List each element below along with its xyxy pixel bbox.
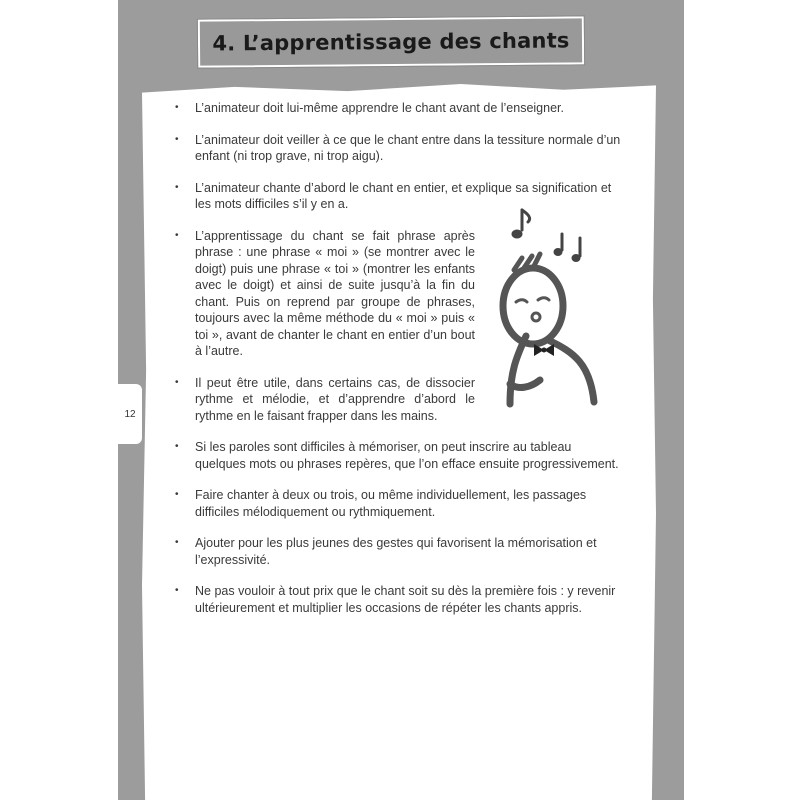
list-item-text: L’animateur doit lui-même apprendre le chant avant de l’enseigner.: [195, 101, 564, 115]
list-item-text: Ne pas vouloir à tout prix que le chant soit su dès la première fois : y revenir ultérieurement et multiplier les occasions de répéter les chants appris.: [195, 584, 616, 615]
bullet-icon: •: [175, 102, 179, 113]
bullet-icon: •: [175, 133, 179, 145]
character-icon: [503, 254, 594, 404]
list-item: [175, 100, 625, 117]
list-item-text: L’animateur chante d’abord le chant en entier, et explique sa signification et les mots difficiles s’il y en a.: [195, 180, 612, 211]
list-item-text: Si les paroles sont difficiles à mémoriser, on peut inscrire au tableau quelques mots ou phrases repères, que l’on efface ensuite progressivement.: [195, 440, 619, 471]
list-item-text: Faire chanter à deux ou trois, ou même individuellement, les passages difficiles mélodiquement ou rythmiquement.: [195, 488, 587, 519]
bullet-icon: •: [175, 181, 179, 193]
list-item: [175, 487, 625, 520]
bullet-icon: •: [175, 489, 179, 500]
list-item-text: Il peut être utile, dans certains cas, de dissocier rythme et mélodie, et d’apprendre d’abord le rythme en le faisant frapper dans les mains.: [195, 375, 475, 423]
bullet-icon: •: [175, 229, 179, 241]
page-number: 12: [124, 408, 136, 420]
list-item: [175, 535, 625, 568]
music-notes-icon: [512, 210, 580, 262]
list-item: [175, 132, 625, 165]
bullet-icon: •: [175, 376, 179, 388]
singing-character-illustration: [470, 204, 620, 434]
list-item-text: L’animateur doit veiller à ce que le chant entre dans la tessiture normale d’un enfant (ni trop grave, ni trop aigu).: [195, 132, 621, 163]
list-item: [175, 583, 625, 616]
list-item-text: Ajouter pour les plus jeunes des gestes qui favorisent la mémorisation et l’expressivité.: [195, 536, 597, 567]
list-item: [175, 375, 475, 425]
bullet-icon: •: [175, 441, 179, 452]
list-item: [175, 439, 625, 472]
bullet-icon: •: [175, 537, 179, 548]
page-number-tab: [118, 384, 142, 444]
bullet-icon: •: [175, 585, 179, 596]
list-item: [175, 228, 475, 360]
page-title: 4. L’apprentissage des chants: [212, 28, 570, 56]
list-item-text: L’apprentissage du chant se fait phrase après phrase : une phrase « moi » (se montrer avec le doigt) puis une phrase « toi » (montrer les enfants avec le doigt) et ainsi de suite jusqu’à la fin du chant. Puis on reprend par groupe de phrases, toujours avec la même méthode du « moi » puis « toi », avant de chanter le chant en entier d’un bout à l’autre.: [195, 228, 475, 358]
title-banner: [198, 16, 584, 67]
